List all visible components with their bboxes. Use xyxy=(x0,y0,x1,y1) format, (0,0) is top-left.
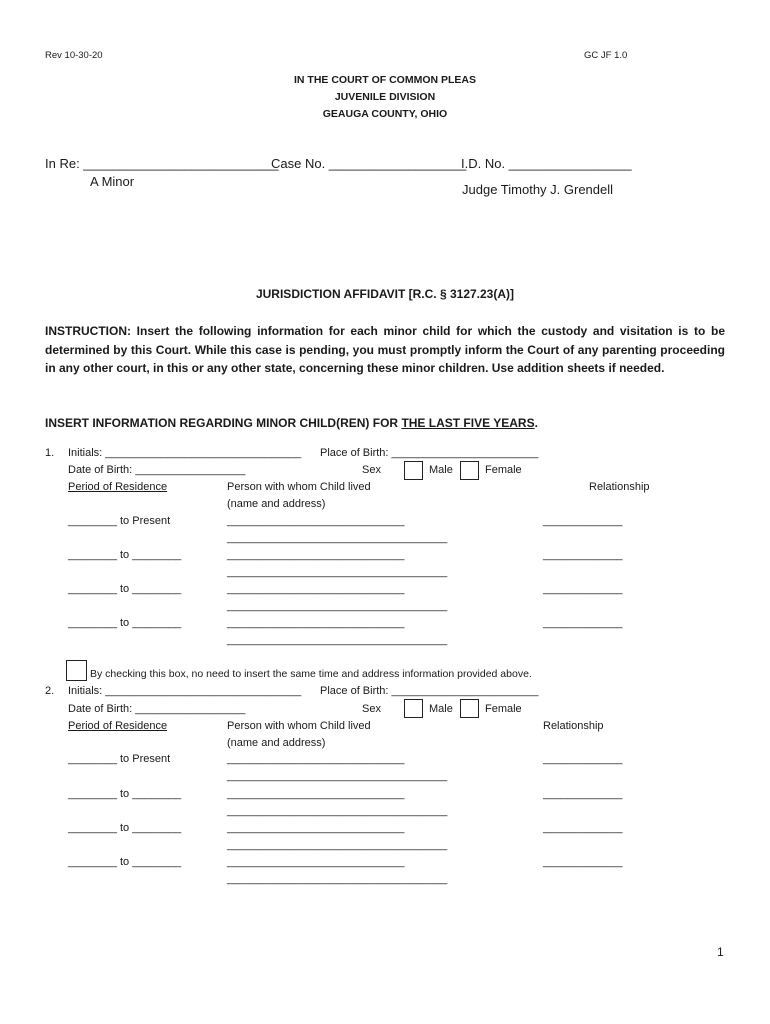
division-line: JUVENILE DIVISION xyxy=(334,91,436,103)
county-line: GEAUGA COUNTY, OHIO xyxy=(322,108,448,120)
child1-person-line-4a[interactable]: _____________________________ xyxy=(227,617,405,629)
child2-person-line-3a[interactable]: _____________________________ xyxy=(227,822,405,834)
child1-relationship-header: Relationship xyxy=(589,481,650,493)
section-heading-suffix: . xyxy=(534,416,538,430)
child2-person-line-2a[interactable]: _____________________________ xyxy=(227,788,405,800)
child1-relationship-line-2[interactable]: _____________ xyxy=(543,549,623,561)
section-heading-prefix: INSERT INFORMATION REGARDING MINOR CHILD(REN) FOR xyxy=(45,416,402,430)
page-number: 1 xyxy=(717,945,724,959)
child1-person-line-1b[interactable]: ____________________________________ xyxy=(227,532,448,544)
child1-person-header: Person with whom Child lived xyxy=(227,481,371,493)
child2-female-label: Female xyxy=(485,703,522,715)
child2-period-header: Period of Residence xyxy=(68,720,168,732)
child1-person-line-3b[interactable]: ____________________________________ xyxy=(227,600,448,612)
child2-person-line-3b[interactable]: ____________________________________ xyxy=(227,839,448,851)
document-title: JURISDICTION AFFIDAVIT [R.C. § 3127.23(A)] xyxy=(255,287,515,301)
child1-period-3[interactable]: ________ to ________ xyxy=(68,583,182,595)
child2-person-line-1b[interactable]: ____________________________________ xyxy=(227,770,448,782)
child2-place-of-birth-field[interactable]: Place of Birth: ________________________ xyxy=(320,685,539,697)
child1-place-of-birth-field[interactable]: Place of Birth: ________________________ xyxy=(320,447,539,459)
section-heading xyxy=(45,416,538,430)
child2-period-3[interactable]: ________ to ________ xyxy=(68,822,182,834)
child2-period-4[interactable]: ________ to ________ xyxy=(68,856,182,868)
child2-relationship-line-2[interactable]: _____________ xyxy=(543,788,623,800)
child1-period-2[interactable]: ________ to ________ xyxy=(68,549,182,561)
child2-person-line-4b[interactable]: ____________________________________ xyxy=(227,873,448,885)
child1-relationship-line-4[interactable]: _____________ xyxy=(543,617,623,629)
child1-relationship-line-1[interactable]: _____________ xyxy=(543,515,623,527)
child1-relationship-line-3[interactable]: _____________ xyxy=(543,583,623,595)
child1-female-label: Female xyxy=(485,464,522,476)
child1-person-line-4b[interactable]: ____________________________________ xyxy=(227,634,448,646)
form-code: GC JF 1.0 xyxy=(584,50,628,61)
section-heading-emphasis: THE LAST FIVE YEARS xyxy=(401,416,535,430)
child1-person-line-2b[interactable]: ____________________________________ xyxy=(227,566,448,578)
court-line: IN THE COURT OF COMMON PLEAS xyxy=(294,74,476,86)
child1-name-address-label: (name and address) xyxy=(227,498,326,510)
case-number-field[interactable]: Case No. ___________________ xyxy=(271,156,467,171)
child1-dob-field[interactable]: Date of Birth: __________________ xyxy=(68,464,246,476)
child2-period-2[interactable]: ________ to ________ xyxy=(68,788,182,800)
child1-sex-label: Sex xyxy=(362,464,381,476)
child2-name-address-label: (name and address) xyxy=(227,737,326,749)
child2-number: 2. xyxy=(45,685,55,697)
in-re-field[interactable]: In Re: ___________________________ xyxy=(45,156,279,171)
judge-name: Judge Timothy J. Grendell xyxy=(462,182,614,197)
child2-initials-field[interactable]: Initials: ________________________________ xyxy=(68,685,302,697)
child2-person-header: Person with whom Child lived xyxy=(227,720,371,732)
child1-number: 1. xyxy=(45,447,55,459)
child1-initials-field[interactable]: Initials: ________________________________ xyxy=(68,447,302,459)
child1-male-label: Male xyxy=(429,464,453,476)
instruction-paragraph: INSTRUCTION: Insert the following information for each minor child for which the custody and visitation is to be determined by this Court. While this case is pending, you must promptly inform the Court of any parenting proceeding in any other court, in this or any other state, concerning these minor children. Use addition sheets if needed. xyxy=(45,324,725,375)
child1-period-4[interactable]: ________ to ________ xyxy=(68,617,182,629)
child2-person-line-2b[interactable]: ____________________________________ xyxy=(227,805,448,817)
id-number-field[interactable]: I.D. No. _________________ xyxy=(461,156,632,171)
same-info-checkbox[interactable] xyxy=(66,660,87,681)
child2-person-line-1a[interactable]: _____________________________ xyxy=(227,753,405,765)
child2-relationship-line-1[interactable]: _____________ xyxy=(543,753,623,765)
same-info-label: By checking this box, no need to insert the same time and address information provided above. xyxy=(90,668,532,680)
child2-male-label: Male xyxy=(429,703,453,715)
child1-male-checkbox[interactable] xyxy=(404,461,423,480)
child2-dob-field[interactable]: Date of Birth: __________________ xyxy=(68,703,246,715)
child2-relationship-line-3[interactable]: _____________ xyxy=(543,822,623,834)
child1-person-line-1a[interactable]: _____________________________ xyxy=(227,515,405,527)
child1-female-checkbox[interactable] xyxy=(460,461,479,480)
child2-female-checkbox[interactable] xyxy=(460,699,479,718)
child2-sex-label: Sex xyxy=(362,703,381,715)
child2-person-line-4a[interactable]: _____________________________ xyxy=(227,856,405,868)
child2-period-1[interactable]: ________ to Present xyxy=(68,753,171,765)
child1-period-1[interactable]: ________ to Present xyxy=(68,515,171,527)
child1-person-line-2a[interactable]: _____________________________ xyxy=(227,549,405,561)
child2-male-checkbox[interactable] xyxy=(404,699,423,718)
minor-label: A Minor xyxy=(90,174,135,189)
child1-period-header: Period of Residence xyxy=(68,481,168,493)
child2-relationship-line-4[interactable]: _____________ xyxy=(543,856,623,868)
revision-label: Rev 10-30-20 xyxy=(45,50,103,61)
child2-relationship-header: Relationship xyxy=(543,720,604,732)
child1-person-line-3a[interactable]: _____________________________ xyxy=(227,583,405,595)
